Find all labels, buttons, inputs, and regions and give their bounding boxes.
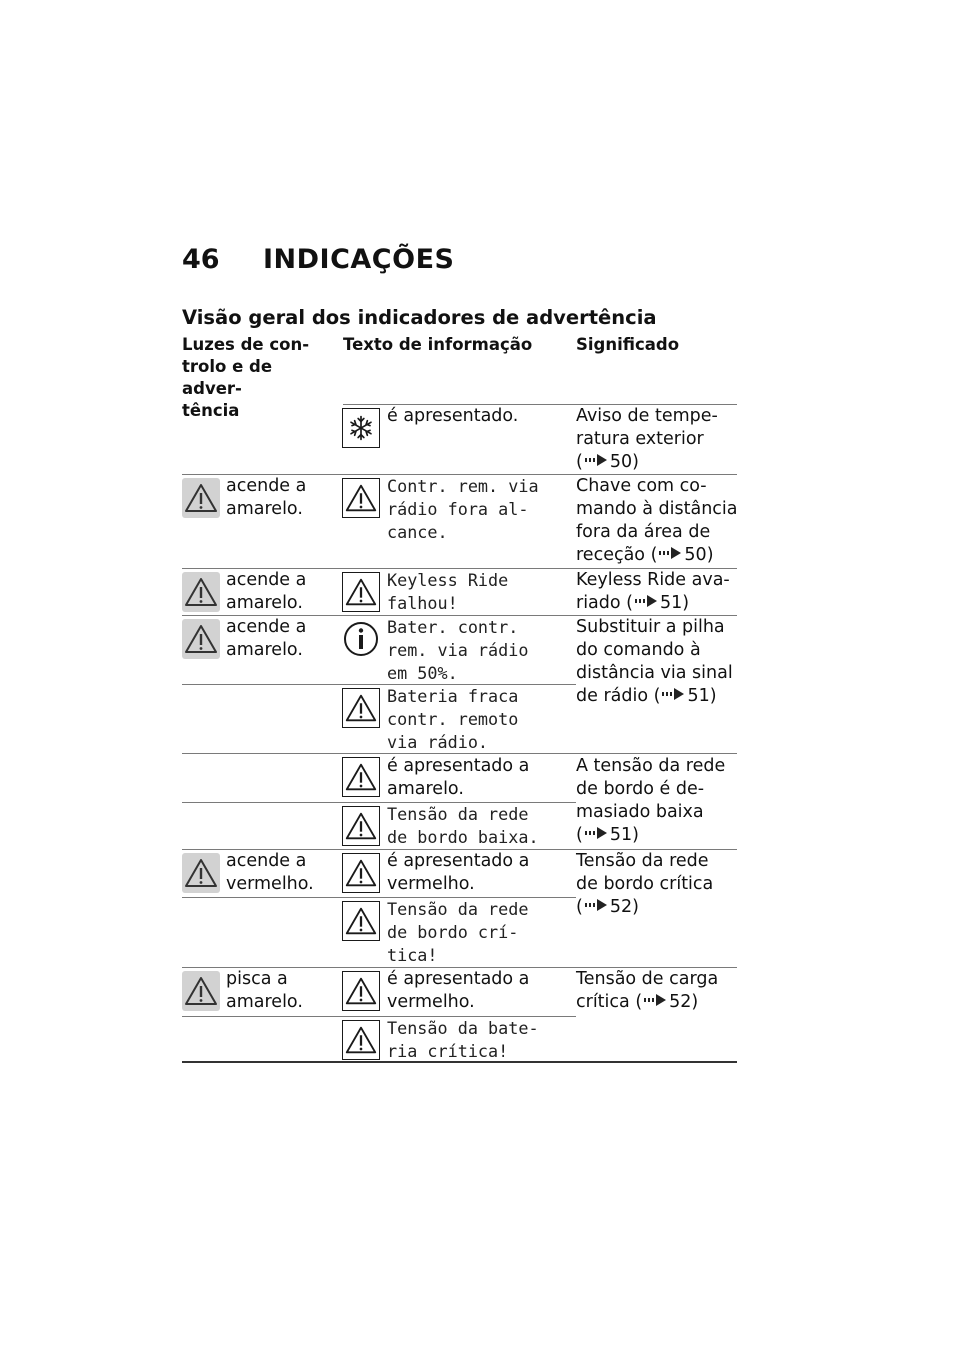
warning-triangle-icon xyxy=(182,853,220,893)
info-text: é apresentado a vermelho. xyxy=(387,851,530,894)
warning-triangle-icon xyxy=(342,853,380,893)
meaning-text: Aviso de tempe- ratura exterior ( 50) xyxy=(576,406,718,472)
page-reference-arrow-icon xyxy=(585,899,607,911)
column-header-info-text: Texto de informação xyxy=(343,335,533,354)
warning-triangle-icon xyxy=(182,619,220,659)
info-text-display: Tensão da rede de bordo baixa. xyxy=(387,804,539,847)
info-icon xyxy=(342,619,380,659)
warning-triangle-icon xyxy=(182,572,220,612)
info-text-display: Bateria fraca contr. remoto via rádio. xyxy=(387,686,519,752)
page-reference-arrow-icon xyxy=(659,547,681,559)
info-text-display: Tensão da rede de bordo crí- tica! xyxy=(387,899,529,965)
info-text: é apresentado a amarelo. xyxy=(387,756,530,799)
meaning-text: Chave com co- mando à distância fora da área de receção ( 50) xyxy=(576,476,738,565)
page-reference-arrow-icon xyxy=(585,454,607,466)
warning-triangle-icon xyxy=(182,478,220,518)
light-status-text: acende a amarelo. xyxy=(226,570,307,613)
warning-triangle-icon xyxy=(342,688,380,728)
page-reference-arrow-icon xyxy=(662,688,684,700)
column-header-lights: Luzes de con- trolo e de adver- tência xyxy=(182,335,310,420)
info-text: é apresentado a vermelho. xyxy=(387,969,530,1012)
chapter-title: INDICAÇÕES xyxy=(263,244,455,275)
light-status-text: acende a amarelo. xyxy=(226,617,307,660)
info-text: é apresentado. xyxy=(387,406,519,426)
warning-triangle-icon xyxy=(342,1020,380,1060)
warning-triangle-icon xyxy=(342,971,380,1011)
meaning-text: Tensão de carga crítica ( 52) xyxy=(576,969,719,1012)
info-text-display: Keyless Ride falhou! xyxy=(387,570,509,613)
light-status-text: acende a vermelho. xyxy=(226,851,314,894)
section-title: Visão geral dos indicadores de advertência xyxy=(182,306,657,329)
info-text-display: Tensão da bate- ria crítica! xyxy=(387,1018,539,1061)
warning-triangle-icon xyxy=(342,901,380,941)
warning-triangle-icon xyxy=(182,971,220,1011)
light-status-text: pisca a amarelo. xyxy=(226,969,303,1012)
warning-triangle-icon xyxy=(342,806,380,846)
meaning-text: Tensão da rede de bordo crítica ( 52) xyxy=(576,851,714,917)
column-header-meaning: Significado xyxy=(576,335,680,354)
meaning-text: A tensão da rede de bordo é de- masiado baixa ( 51) xyxy=(576,756,726,845)
warning-triangle-icon xyxy=(342,572,380,612)
light-status-text: acende a amarelo. xyxy=(226,476,307,519)
warning-triangle-icon xyxy=(342,478,380,518)
info-text-display: Bater. contr. rem. via rádio em 50%. xyxy=(387,617,529,683)
info-text-display: Contr. rem. via rádio fora al- cance. xyxy=(387,476,539,542)
page-reference-arrow-icon xyxy=(585,827,607,839)
meaning-text: Substituir a pilha do comando à distância via sinal de rádio ( 51) xyxy=(576,617,733,706)
snowflake-icon xyxy=(342,408,380,448)
page-number: 46 xyxy=(182,244,220,275)
meaning-text: Keyless Ride ava- riado ( 51) xyxy=(576,570,730,613)
page-reference-arrow-icon xyxy=(635,595,657,607)
page-reference-arrow-icon xyxy=(644,994,666,1006)
warning-triangle-icon xyxy=(342,757,380,797)
